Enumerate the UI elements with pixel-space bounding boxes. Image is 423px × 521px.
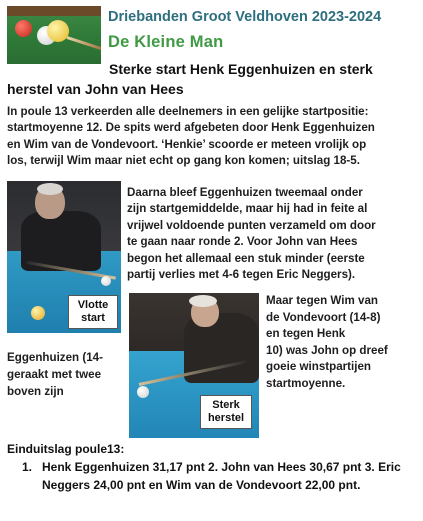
right2-line: en tegen Henk: [266, 327, 346, 341]
white-ball: [137, 386, 149, 398]
right-line: begon het allemaal een stuk minder (eerste: [127, 251, 365, 265]
column-title: De Kleine Man: [108, 33, 224, 51]
final-standings-title: Einduitslag poule13:: [7, 442, 125, 456]
intro-line: In poule 13 verkeerden alle deelnemers in een gelijke startpositie:: [7, 105, 369, 118]
red-ball: [15, 20, 32, 37]
final-standings-list: [22, 458, 401, 494]
photo-caption-2: Sterk herstel: [200, 395, 252, 429]
standings-line-2: Neggers 24,00 pnt en Wim van de Vondevoort 22,00 pnt.: [42, 478, 361, 492]
intro-line: en Wim van de Vondevoort. ‘Henkie’ scoorde er meteen vrolijk op: [7, 137, 367, 151]
intro-line: startmoyenne 12. De spits werd afgebeten door Henk Eggenhuizen: [7, 121, 375, 135]
right2-line: goeie winstpartijen: [266, 360, 372, 374]
table-rail: [7, 6, 101, 16]
right-paragraph: [127, 185, 376, 283]
left-line: geraakt met twee: [7, 368, 102, 381]
photo-caption-1: Vlotte start: [68, 295, 118, 329]
player-hair: [37, 183, 63, 195]
billiards-logo-image: [7, 6, 101, 64]
cue-stick: [67, 36, 101, 51]
white-ball: [101, 276, 111, 286]
left-paragraph: [7, 349, 103, 400]
right-line: te gaan naar ronde 2. Voor John van Hees: [127, 235, 358, 249]
right2-line: Maar tegen Wim van: [266, 294, 378, 307]
right2-line: 10) was John op dreef: [266, 343, 388, 357]
article-headline: [7, 59, 419, 99]
player-hair: [189, 295, 217, 307]
right2-line: startmoyenne.: [266, 376, 346, 390]
headline-line-1: Sterke start Henk Eggenhuizen en sterk: [109, 61, 373, 77]
right-line: Daarna bleef Eggenhuizen tweemaal onder: [127, 186, 363, 199]
yellow-ball: [31, 306, 45, 320]
right-line: zijn startgemiddelde, maar hij had in feite al: [127, 202, 368, 216]
right2-line: de Vondevoort (14-8): [266, 310, 381, 324]
intro-line: los, terwijl Wim maar niet echt op gang kon komen; uitslag 18-5.: [7, 154, 360, 168]
right-line: partij verlies met 4-6 tegen Eric Neggers).: [127, 268, 356, 282]
intro-paragraph: [7, 104, 375, 170]
left-line: boven zijn: [7, 385, 64, 398]
standings-line-1: Henk Eggenhuizen 31,17 pnt 2. John van Hees 30,67 pnt 3. Eric: [42, 460, 401, 474]
right-paragraph-2: [266, 293, 388, 393]
list-number: 1.: [22, 460, 33, 474]
right-line: vrijwel voldoende punten verzameld om door: [127, 218, 376, 232]
headline-line-2: herstel van John van Hees: [7, 81, 184, 97]
left-line: Eggenhuizen (14-: [7, 351, 103, 364]
organization-title: Driebanden Groot Veldhoven 2023-2024: [108, 9, 382, 25]
